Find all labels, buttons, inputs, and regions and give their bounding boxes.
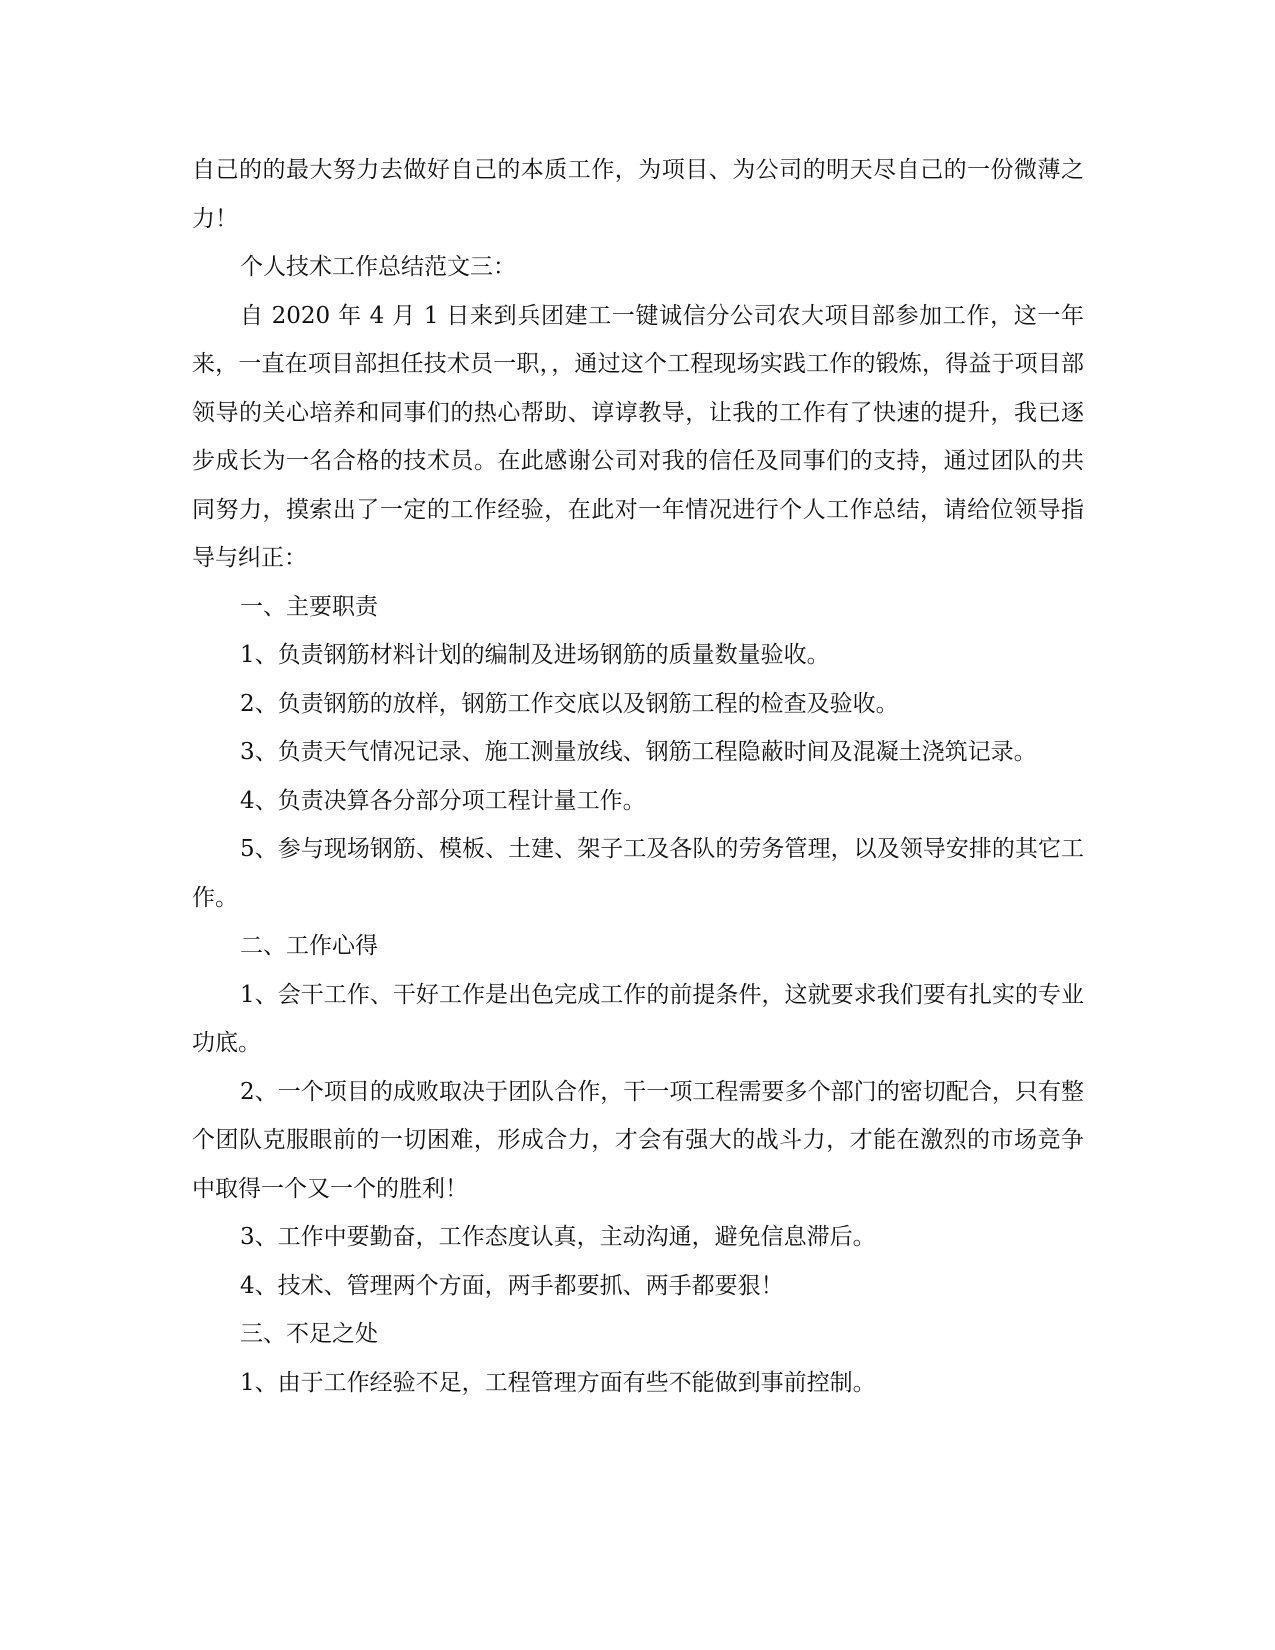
list-item: 3、负责天气情况记录、施工测量放线、钢筋工程隐蔽时间及混凝土浇筑记录。	[240, 739, 1037, 765]
section-heading: 个人技术工作总结范文三：	[240, 254, 516, 280]
list-item: 3、工作中要勤奋，工作态度认真，主动沟通，避免信息滞后。	[240, 1224, 876, 1250]
section-heading: 一、主要职责	[240, 593, 378, 620]
list-item: 1、会干工作、干好工作是出色完成工作的前提条件，这就要求我们要有扎实的专业功底。	[192, 981, 1084, 1056]
section-heading: 三、不足之处	[240, 1321, 378, 1347]
list-item: 2、负责钢筋的放样，钢筋工作交底以及钢筋工程的检查及验收。	[240, 690, 899, 717]
list-item: 1、由于工作经验不足，工程管理方面有些不能做到事前控制。	[240, 1369, 876, 1396]
paragraph: 自己的的最大努力去做好自己的本质工作，为项目、为公司的明天尽自己的一份微薄之力！	[192, 157, 1084, 232]
section-heading: 二、工作心得	[240, 933, 378, 959]
paragraph: 自 2020 年 4 月 1 日来到兵团建工一键诚信分公司农大项目部参加工作，这一年来，一直在项目部担任技术员一职，，通过这个工程现场实践工作的锻炼，得益于项目部领导的关心培养和同事们的热心帮助、谆谆教导，让我的工作有了快速的提升，我已逐步成长为一名合格的技术员。在此感谢公司对我的信任及同事们的支持，通过团队的共同努力，摸索出了一定的工作经验，在此对一年情况进行个人工作总结，请给位领导指导与纠正：	[192, 302, 1084, 571]
list-item: 1、负责钢筋材料计划的编制及进场钢筋的质量数量验收。	[240, 642, 830, 668]
list-item: 2、一个项目的成败取决于团队合作，干一项工程需要多个部门的密切配合，只有整个团队克服眼前的一切困难，形成合力，才会有强大的战斗力，才能在激烈的市场竞争中取得一个又一个的胜利！	[192, 1078, 1084, 1202]
document-body	[192, 146, 1084, 1407]
list-item: 4、负责决算各分部分项工程计量工作。	[240, 787, 646, 814]
list-item: 5、参与现场钢筋、模板、土建、架子工及各队的劳务管理，以及领导安排的其它工作。	[192, 836, 1084, 911]
list-item: 4、技术、管理两个方面，两手都要抓、两手都要狠！	[240, 1272, 784, 1299]
